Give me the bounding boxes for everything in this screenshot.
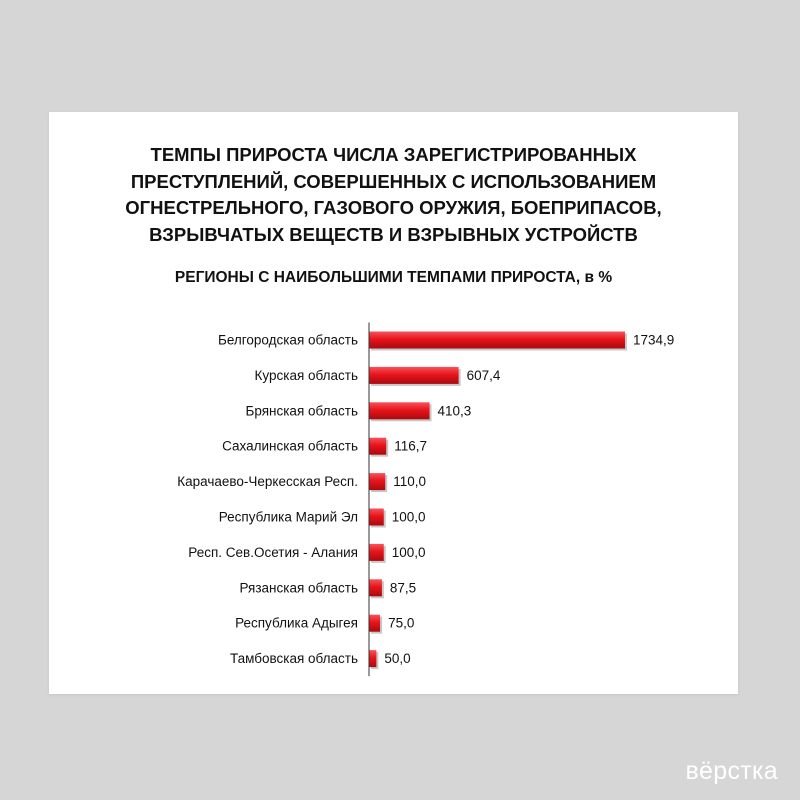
category-label: Брянская область: [245, 403, 358, 419]
category-label: Тамбовская область: [229, 651, 358, 667]
value-label: 116,7: [394, 438, 428, 454]
value-label: 1734,9: [633, 332, 675, 348]
category-label: Республика Марий Эл: [218, 509, 358, 525]
value-label: 100,0: [391, 509, 426, 525]
bar: [369, 615, 380, 632]
category-label: Белгородская область: [217, 332, 358, 348]
value-label: 50,0: [384, 651, 411, 667]
bar: [369, 509, 384, 526]
bar: [369, 544, 384, 561]
bar: [369, 650, 376, 667]
category-label: Курская область: [254, 367, 358, 383]
value-label: 75,0: [388, 615, 415, 631]
bar: [369, 402, 430, 419]
value-label: 87,5: [389, 580, 417, 596]
category-label: Республика Адыгея: [235, 615, 358, 631]
value-label: 110,0: [393, 474, 427, 490]
category-label: Рязанская область: [239, 580, 358, 596]
chart-title: ТЕМПЫ ПРИРОСТА ЧИСЛА ЗАРЕГИСТРИРОВАННЫХ ПРЕСТУПЛЕНИЙ, СОВЕРШЕННЫХ С ИСПОЛЬЗОВАНИЕМ ОГНЕСТРЕЛЬНОГО, ГАЗОВОГО ОРУЖИЯ, БОЕПРИПАСОВ, ВЗРЫВЧАТЫХ ВЕЩЕСТВ И ВЗРЫВНЫХ УСТРОЙСТВ: [125, 144, 662, 245]
bar: [369, 473, 385, 490]
bar: [369, 367, 459, 384]
category-label: Респ. Сев.Осетия - Алания: [188, 544, 358, 560]
bar-plot: [49, 112, 738, 694]
category-label: Сахалинская область: [222, 438, 358, 454]
value-label: 410,3: [437, 403, 472, 419]
value-label: 100,0: [391, 544, 426, 560]
value-label: 607,4: [466, 367, 501, 383]
category-label: Карачаево-Черкесская Респ.: [177, 474, 358, 490]
chart-subtitle: РЕГИОНЫ С НАИБОЛЬШИМИ ТЕМПАМИ ПРИРОСТА, в %: [174, 269, 613, 286]
brand-logo: вёрстка: [685, 757, 778, 785]
bar: [369, 579, 382, 596]
bar: [369, 332, 625, 349]
bar: [369, 438, 386, 455]
chart-card: [49, 112, 738, 694]
